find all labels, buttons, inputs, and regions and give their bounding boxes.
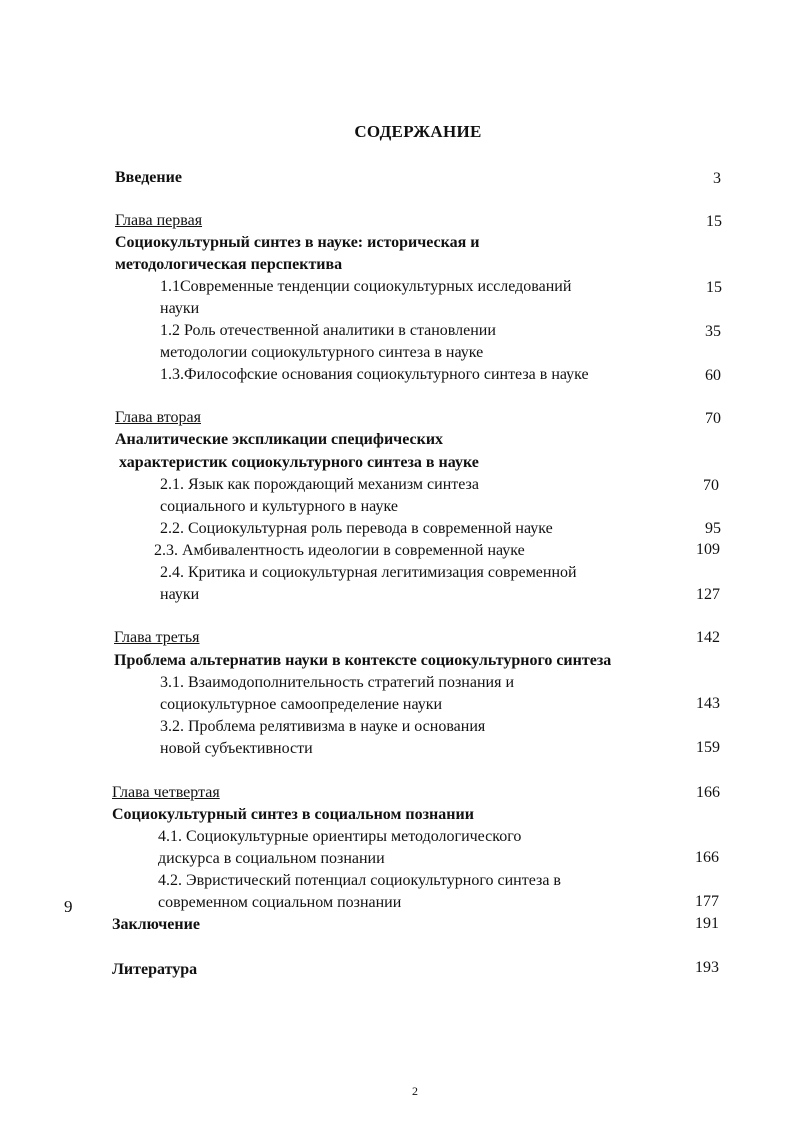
toc-ch1-title-line2: методологическая перспектива [115, 256, 343, 273]
toc-s12-line2: методологии социокультурного синтеза в науке [160, 344, 484, 361]
toc-s24-page: 127 [696, 586, 720, 603]
page-number: 2 [412, 1084, 418, 1098]
toc-s21-line2: социального и культурного в науке [160, 498, 398, 515]
toc-s11-line2: науки [160, 300, 200, 317]
toc-s11-page: 15 [706, 279, 722, 296]
toc-literature-page: 193 [695, 959, 719, 976]
page-title: СОДЕРЖАНИЕ [354, 122, 482, 141]
toc-conclusion-label: Заключение [112, 916, 200, 933]
toc-intro-page: 3 [713, 170, 721, 187]
toc-s41-line1: 4.1. Социокультурные ориентиры методологического [158, 828, 522, 845]
toc-ch3-title-line1: Проблема альтернатив науки в контексте социокультурного синтеза [114, 652, 612, 669]
toc-s31-line1: 3.1. Взаимодополнительность стратегий познания и [160, 674, 514, 691]
toc-ch4-heading: Глава четвертая [112, 784, 220, 801]
toc-s23-line1: 2.3. Амбивалентность идеологии в современной науке [154, 542, 525, 559]
toc-s32-line1: 3.2. Проблема релятивизма в науке и основания [160, 718, 486, 735]
margin-mark: 9 [64, 897, 73, 916]
toc-s22-page: 95 [705, 520, 721, 537]
toc-s12-page: 35 [705, 323, 721, 340]
toc-conclusion-page: 191 [695, 915, 719, 932]
toc-ch1-page: 15 [706, 213, 722, 230]
toc-s13-line1: 1.3.Философские основания социокультурного синтеза в науке [160, 366, 589, 383]
toc-s32-page: 159 [696, 739, 720, 756]
toc-s24-line2: науки [160, 586, 200, 603]
toc-s11-line1: 1.1Современные тенденции социокультурных исследований [160, 278, 572, 295]
toc-ch2-page: 70 [705, 410, 721, 427]
toc-s22-line1: 2.2. Социокультурная роль перевода в современной науке [160, 520, 553, 537]
toc-s12-line1: 1.2 Роль отечественной аналитики в становлении [160, 322, 496, 339]
toc-ch2-title-line1: Аналитические экспликации специфических [115, 431, 444, 448]
toc-s31-page: 143 [696, 695, 720, 712]
toc-ch1-heading: Глава первая [115, 212, 203, 229]
toc-ch2-title-line2: характеристик социокультурного синтеза в науке [119, 454, 479, 471]
toc-ch2-heading: Глава вторая [115, 409, 201, 426]
toc-s23-page: 109 [696, 541, 720, 558]
toc-s42-page: 177 [695, 893, 719, 910]
toc-ch1-title-line1: Социокультурный синтез в науке: историческая и [115, 234, 480, 251]
toc-s13-page: 60 [705, 367, 721, 384]
toc-s31-line2: социокультурное самоопределение науки [160, 696, 443, 713]
toc-s32-line2: новой субъективности [160, 740, 313, 757]
toc-ch4-title-line1: Социокультурный синтез в социальном познании [112, 806, 474, 823]
toc-literature-label: Литература [112, 961, 198, 978]
toc-s21-line1: 2.1. Язык как порождающий механизм синтеза [160, 476, 479, 493]
toc-ch4-page: 166 [696, 784, 720, 801]
toc-s42-line1: 4.2. Эвристический потенциал социокультурного синтеза в [158, 872, 561, 889]
toc-s24-line1: 2.4. Критика и социокультурная легитимизация современной [160, 564, 577, 581]
toc-s21-page: 70 [703, 477, 719, 494]
toc-intro-label: Введение [115, 169, 182, 186]
toc-ch3-page: 142 [696, 629, 720, 646]
toc-s41-line2: дискурса в социальном познании [158, 850, 385, 867]
toc-ch3-heading: Глава третья [114, 629, 200, 646]
toc-s41-page: 166 [695, 849, 719, 866]
toc-s42-line2: современном социальном познании [158, 894, 402, 911]
